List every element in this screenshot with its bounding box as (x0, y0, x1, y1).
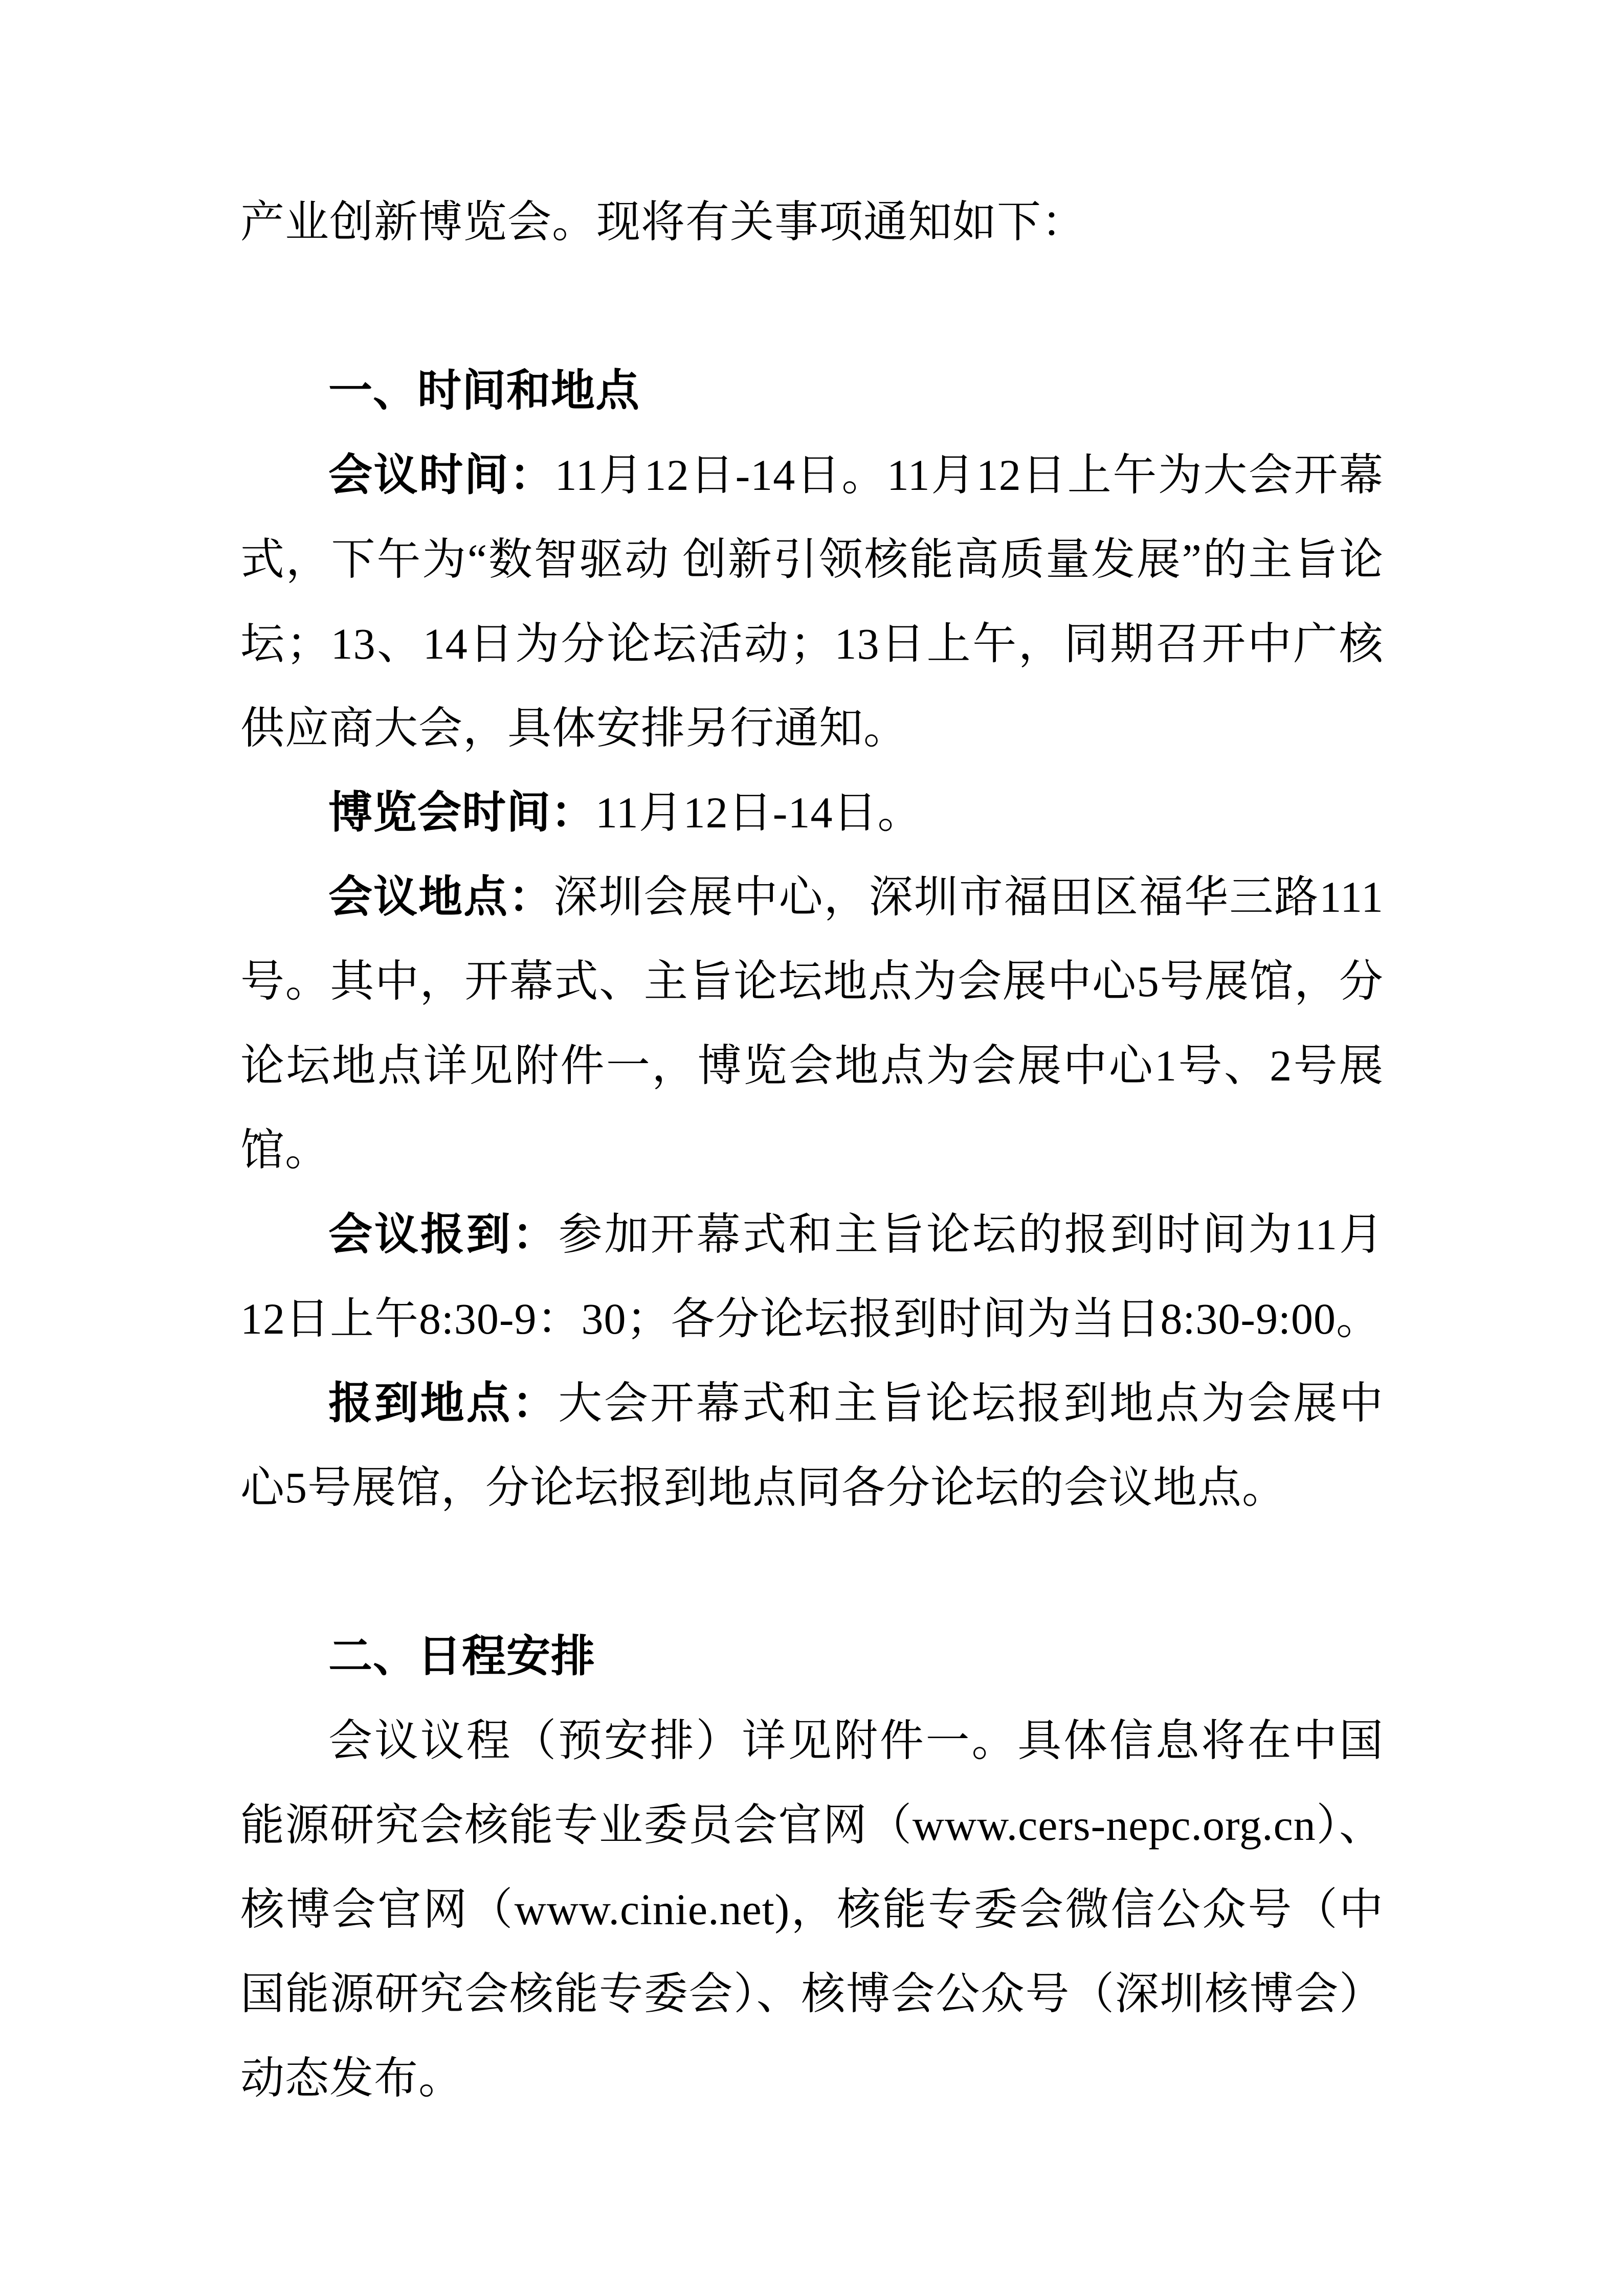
paragraph-label-meeting-time: 会议时间： (328, 451, 555, 500)
paragraph-label-registration-time: 会议报到： (328, 1210, 559, 1259)
paragraph-text-agenda: 会议议程（预安排）详见附件一。具体信息将在中国能源研究会核能专业委员会官网（www.cers-nepc.org.cn）、核博会官网（www.cinie.net)，核能专委会微信公众号（中国能源研究会核能专委会）、核博会公众号（深圳核博会）动态发布。 (240, 1716, 1384, 2103)
paragraph-text-meeting-venue: 深圳会展中心，深圳市福田区福华三路111号。其中，开幕式、主旨论坛地点为会展中心5号展馆，分论坛地点详见附件一，博览会地点为会展中心1号、2号展馆。 (240, 872, 1384, 1175)
paragraph-text-expo-time: 11月12日-14日。 (595, 788, 922, 837)
paragraph-label-registration-venue: 报到地点： (328, 1379, 559, 1428)
paragraph-expo-time (240, 771, 1384, 855)
paragraph-registration-venue (240, 1361, 1384, 1530)
paragraph-agenda (240, 1699, 1384, 2121)
section-2-heading: 二、日程安排 (328, 1632, 595, 1681)
paragraph-meeting-time (240, 433, 1384, 771)
paragraph-label-expo-time: 博览会时间： (328, 788, 595, 837)
document-content (240, 180, 1384, 2121)
intro-paragraph: 产业创新博览会。现将有关事项通知如下： (240, 197, 1086, 246)
paragraph-text-registration-venue: 大会开幕式和主旨论坛报到地点为会展中心5号展馆，分论坛报到地点同各分论坛的会议地点。 (240, 1379, 1384, 1512)
paragraph-text-registration-time: 参加开幕式和主旨论坛的报到时间为11月12日上午8:30-9：30；各分论坛报到时间为当日8:30-9:00。 (240, 1210, 1384, 1343)
paragraph-text-meeting-time: 11月12日-14日。11月12日上午为大会开幕式，下午为“数智驱动 创新引领核能高质量发展”的主旨论坛；13、14日为分论坛活动；13日上午，同期召开中广核供应商大会，具体安排另行通知。 (240, 451, 1384, 753)
section-1-heading: 一、时间和地点 (328, 366, 640, 415)
paragraph-registration-time (240, 1192, 1384, 1361)
paragraph-meeting-venue (240, 855, 1384, 1192)
paragraph-label-meeting-venue: 会议地点： (328, 872, 554, 921)
